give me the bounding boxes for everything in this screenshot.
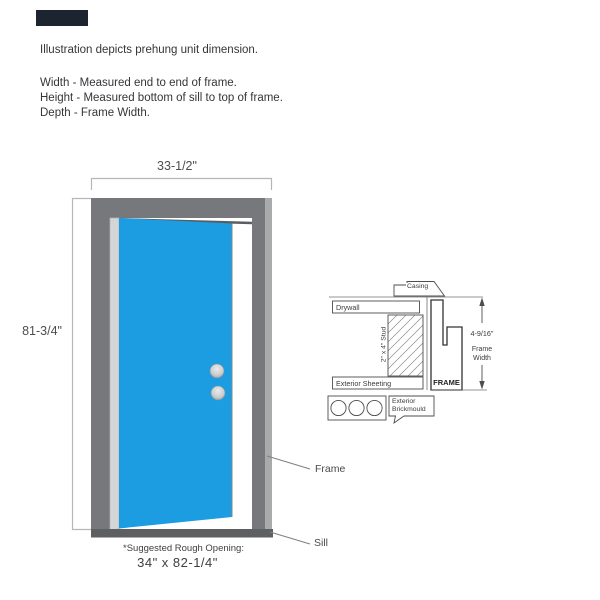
rough-opening-note: *Suggested Rough Opening: — [123, 543, 244, 554]
exterior-brickmould-label-line2: Brickmould — [392, 406, 426, 413]
width-dimension-label: 33-1/2" — [157, 159, 197, 173]
cs-frame-profile — [431, 300, 462, 390]
cs-brickmould-box — [328, 396, 386, 420]
deadbolt-icon — [210, 364, 224, 378]
sill-leader-line — [270, 532, 310, 544]
depth-definition: Depth - Frame Width. — [40, 107, 150, 120]
height-definition: Height - Measured bottom of sill to top of frame. — [40, 92, 283, 105]
width-definition: Width - Measured end to end of frame. — [40, 77, 237, 89]
door-edge — [110, 218, 119, 530]
frame-width-dimension-value: 4-9/16" — [470, 329, 494, 338]
cs-dimension-arrows — [479, 298, 484, 390]
frame-width-dimension-label-line1: Frame — [471, 346, 493, 353]
stud-label: 2" x 4" Stud — [380, 326, 388, 363]
frame-section-label: FRAME — [433, 378, 460, 387]
exterior-brickmould-label-line1: Exterior — [392, 398, 416, 405]
cs-stud-hatch — [388, 315, 423, 376]
casing-label: Casing — [407, 283, 429, 290]
sill-callout-label: Sill — [314, 537, 329, 549]
accent-bar — [36, 10, 88, 26]
exterior-sheeting-label: Exterior Sheeting — [336, 379, 392, 388]
dimension-definitions — [40, 76, 283, 122]
sill — [91, 529, 273, 538]
doorknob-icon — [211, 386, 225, 400]
width-dimension-line — [92, 179, 272, 191]
frame-leader-line — [267, 456, 310, 469]
frame-callout-label: Frame — [315, 463, 346, 475]
height-dimension-line — [73, 199, 92, 530]
drywall-label: Drywall — [336, 303, 360, 312]
intro-title: Illustration depicts prehung unit dimension. — [40, 44, 258, 56]
height-dimension-label: 81-3/4" — [22, 324, 62, 338]
rough-opening-size: 34" x 82-1/4" — [137, 555, 218, 570]
frame-width-dimension-label-line2: Width — [473, 355, 491, 362]
